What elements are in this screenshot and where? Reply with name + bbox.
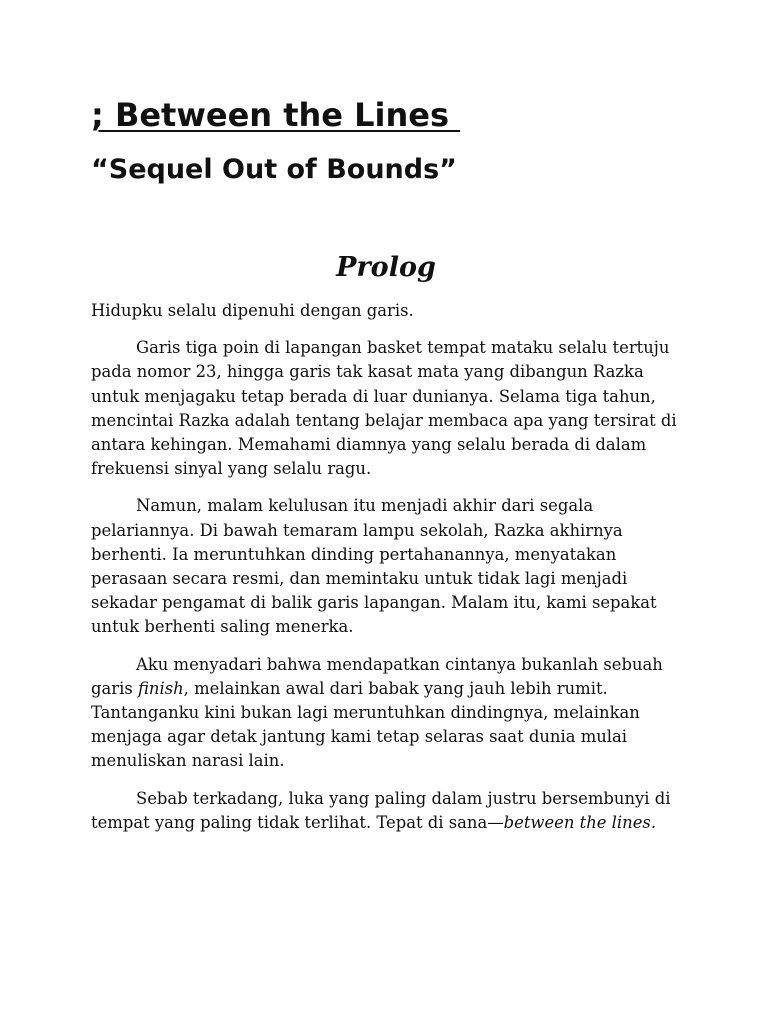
document-subtitle: “Sequel Out of Bounds” (91, 154, 457, 185)
paragraph-5 (91, 787, 681, 835)
paragraph-5-text-before: Sebab terkadang, luka yang paling dalam justru bersembunyi di tempat yang paling tidak terlihat. Tepat di sana— (91, 788, 671, 832)
paragraph-4 (91, 653, 681, 774)
paragraph-5-emphasis: between the lines. (503, 812, 657, 832)
paragraph-4-text-after: , melainkan awal dari babak yang jauh lebih rumit. Tantanganku kini bukan lagi meruntuhkan dindingnya, melainkan menjaga agar detak jantung kami tetap selaras saat dunia mulai menuliskan narasi lain. (91, 678, 640, 771)
paragraph-4-emphasis: finish (137, 678, 184, 698)
paragraph-3: Namun, malam kelulusan itu menjadi akhir dari segala pelariannya. Di bawah temaram lampu sekolah, Razka akhirnya berhenti. Ia meruntuhkan dinding pertahanannya, menyatakan perasaan secara resmi, dan memintaku untuk tidak lagi menjadi sekadar pengamat di balik garis lapangan. Malam itu, kami sepakat untuk berhenti saling menerka. (91, 496, 657, 637)
document-title: ; Between the Lines (91, 96, 461, 134)
paragraph-4-text-before: Aku menyadari bahwa mendapatkan cintanya bukanlah sebuah garis (91, 654, 663, 698)
paragraph-1: Hidupku selalu dipenuhi dengan garis. (91, 301, 414, 320)
paragraph-2: Garis tiga poin di lapangan basket tempat mataku selalu tertuju pada nomor 23, hingga garis tak kasat mata yang dibangun Razka untuk menjagaku tetap berada di luar dunianya. Selama tiga tahun, mencintai Razka adalah tentang belajar membaca apa yang tersirat di antara kehingan. Memahami diamnya yang selalu berada di dalam frekuensi sinyal yang selalu ragu. (91, 338, 677, 479)
document-page (91, 95, 681, 835)
chapter-heading: Prolog (336, 252, 436, 283)
